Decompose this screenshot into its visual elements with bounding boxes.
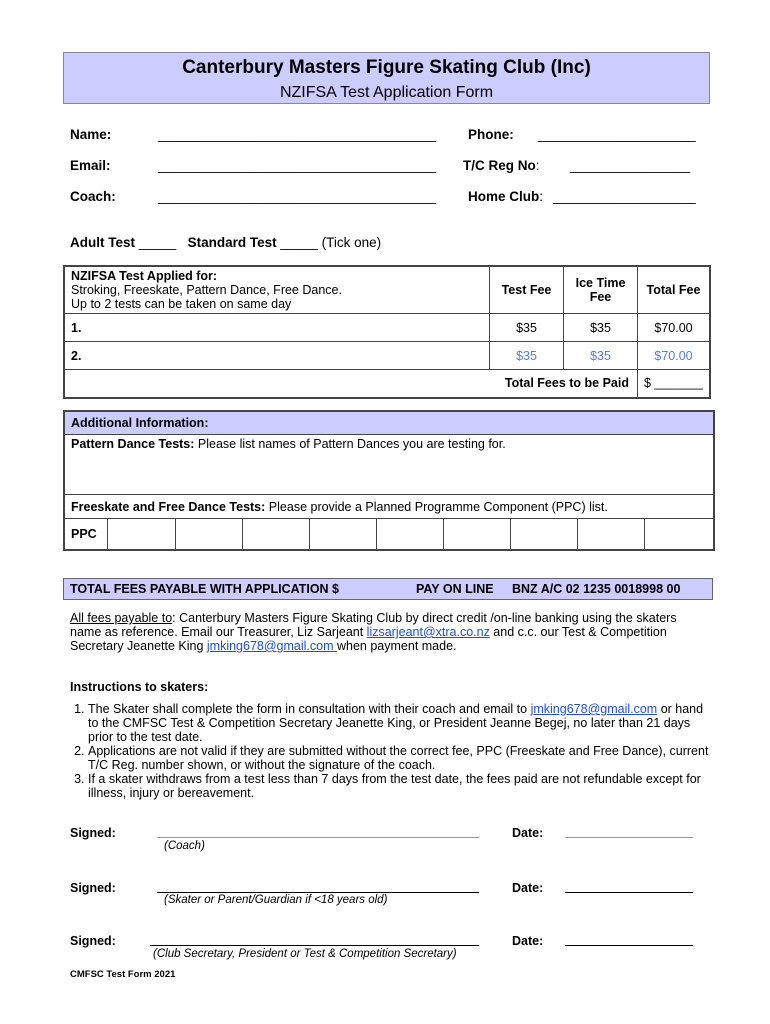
total-payable-label: TOTAL FEES PAYABLE WITH APPLICATION $: [70, 582, 340, 596]
additional-info-header: [65, 412, 713, 435]
test-applied-header: [64, 266, 490, 314]
tc-reg-label: [463, 158, 540, 173]
secretary-email-link[interactable]: jmking678@gmail.com: [530, 702, 658, 716]
home-club-colon: :: [539, 189, 544, 204]
signed-label: Signed:: [70, 826, 116, 840]
ppc-cell-divider: [443, 518, 444, 549]
test-applied-title: NZIFSA Test Applied for:: [71, 269, 218, 283]
skater-signature-line[interactable]: [157, 892, 479, 893]
ppc-cell-divider: [242, 518, 243, 549]
home-club-label: [468, 189, 543, 204]
fees-note-text1: : Canterbury Masters Figure Skating Club by direct credit /on-line banking using the skaters: [172, 611, 677, 625]
tc-reg-field[interactable]: ________________: [570, 158, 691, 173]
freeskate-text: Please provide a Planned Programme Component (PPC) list.: [268, 500, 608, 514]
test-fee-value: $35: [490, 342, 564, 370]
signature-caption: (Coach): [164, 840, 205, 852]
total-fee-value: $70.00: [638, 314, 711, 342]
treasurer-email-link[interactable]: lizsarjeant@xtra.co.nz: [366, 625, 490, 639]
pattern-dance-text: Please list names of Pattern Dances you are testing for.: [197, 437, 506, 451]
ice-fee-value: $35: [564, 342, 638, 370]
email-label: Email:: [70, 158, 111, 173]
ppc-cell-divider: [577, 518, 578, 549]
additional-info-box: [63, 410, 715, 551]
ppc-cell-divider: [644, 518, 645, 549]
signature-caption: (Club Secretary, President or Test & Competition Secretary): [153, 948, 457, 960]
freeskate-row: [71, 500, 608, 514]
test-type-row: [70, 235, 381, 250]
total-fees-label: Total Fees to be Paid: [64, 370, 638, 398]
name-label: Name:: [70, 127, 112, 142]
total-fees-field[interactable]: $ _______: [638, 370, 711, 398]
pattern-dance-label: Pattern Dance Tests:: [71, 437, 195, 451]
signed-label: Signed:: [70, 881, 116, 895]
fees-note: [70, 611, 710, 653]
instruction-item: 2. Applications are not valid if they are submitted without the correct fee, PPC (Freeskate and Free Dance), current T/C Reg. number shown, or without the signature of the coach.: [88, 744, 710, 772]
standard-test-field[interactable]: _____: [280, 235, 318, 250]
signature-caption: (Skater or Parent/Guardian if <18 years old): [164, 894, 388, 906]
fee-row: [64, 342, 710, 370]
instruction-item: [88, 702, 710, 744]
home-club-label-text: Home Club: [468, 189, 540, 204]
ppc-label: PPC: [71, 527, 97, 541]
pattern-dance-input[interactable]: [65, 454, 713, 494]
adult-test-label: Adult Test: [70, 235, 135, 250]
form-id: CMFSC Test Form 2021: [70, 969, 176, 980]
ppc-cell-divider: [175, 518, 176, 549]
test-fee-value: $35: [490, 314, 564, 342]
fees-note-text3a: Secretary Jeanette King: [70, 639, 207, 653]
email-field[interactable]: _____________________________________: [158, 158, 436, 173]
fees-note-text2a: name as reference. Email our Treasurer, Liz Sarjeant: [70, 625, 367, 639]
bank-account: BNZ A/C 02 1235 0018998 00: [512, 582, 681, 596]
ppc-cell-divider: [510, 518, 511, 549]
fees-note-text2b: and c.c. our Test & Competition: [489, 625, 667, 639]
adult-test-field[interactable]: _____: [138, 235, 177, 250]
divider: [65, 494, 713, 495]
home-club-field[interactable]: ___________________: [553, 189, 696, 204]
instructions-list: [70, 702, 710, 800]
test-applied-note2: Up to 2 tests can be taken on same day: [71, 297, 292, 311]
name-field[interactable]: _____________________________________: [158, 127, 436, 142]
instruction-item: 3. If a skater withdraws from a test less than 7 days from the test date, the fees paid are not refundable except for illness, injury or bereavement.: [88, 772, 710, 800]
date-line[interactable]: [565, 892, 693, 893]
fee-table: [63, 265, 711, 399]
date-line[interactable]: [565, 837, 693, 838]
coach-signature-line[interactable]: [157, 837, 479, 838]
additional-info-heading: Additional Information:: [71, 416, 209, 430]
form-header: [63, 52, 710, 104]
date-label: Date:: [512, 826, 544, 840]
secretary-email-link[interactable]: jmking678@gmail.com: [206, 639, 337, 653]
instruction-1b: or hand to the CMFSC Test & Competition Secretary Jeanette King, or President Jeanne Begej, no later than 21 days prior to the test date.: [88, 702, 704, 744]
ice-fee-value: $35: [564, 314, 638, 342]
phone-label: Phone:: [468, 127, 514, 142]
signed-label: Signed:: [70, 934, 116, 948]
test-applied-note1: Stroking, Freeskate, Pattern Dance, Free Dance.: [71, 283, 342, 297]
tc-reg-colon: :: [535, 158, 540, 173]
fee-table-header-row: [64, 266, 710, 314]
form-subtitle: NZIFSA Test Application Form: [279, 84, 494, 101]
freeskate-label: Freeskate and Free Dance Tests:: [71, 500, 266, 514]
instructions-heading: Instructions to skaters:: [70, 680, 209, 694]
secretary-signature-line[interactable]: [150, 945, 479, 946]
pay-online-label: PAY ON LINE: [416, 582, 494, 596]
pattern-dance-row: [71, 437, 506, 451]
standard-test-label: Standard Test: [187, 235, 277, 250]
row-number: 1.: [64, 314, 490, 342]
date-line[interactable]: [565, 945, 693, 946]
tc-reg-label-text: T/C Reg No: [463, 158, 536, 173]
coach-field[interactable]: _____________________________________: [158, 189, 436, 204]
fee-row: [64, 314, 710, 342]
tick-one-note: (Tick one): [321, 235, 382, 250]
fees-note-lead: All fees payable to: [70, 611, 173, 625]
col-total-fee: Total Fee: [638, 266, 711, 314]
col-ice-time-text: Ice Time Fee: [575, 276, 626, 304]
fees-note-text3b: when payment made.: [337, 639, 457, 653]
row-number: 2.: [64, 342, 490, 370]
total-fees-row: [64, 370, 710, 398]
date-label: Date:: [512, 934, 544, 948]
date-label: Date:: [512, 881, 544, 895]
ppc-cell-divider: [309, 518, 310, 549]
ppc-cell-divider: [107, 518, 108, 549]
club-title: Canterbury Masters Figure Skating Club (Inc): [182, 57, 591, 78]
divider: [65, 518, 713, 519]
col-ice-time-fee: [564, 266, 638, 314]
total-fee-value: $70.00: [638, 342, 711, 370]
instruction-1a: The Skater shall complete the form in consultation with their coach and email to: [88, 702, 531, 716]
total-payable-bar: [63, 578, 713, 600]
phone-field[interactable]: _____________________: [538, 127, 696, 142]
coach-label: Coach:: [70, 189, 116, 204]
ppc-cell-divider: [376, 518, 377, 549]
col-test-fee: Test Fee: [490, 266, 564, 314]
